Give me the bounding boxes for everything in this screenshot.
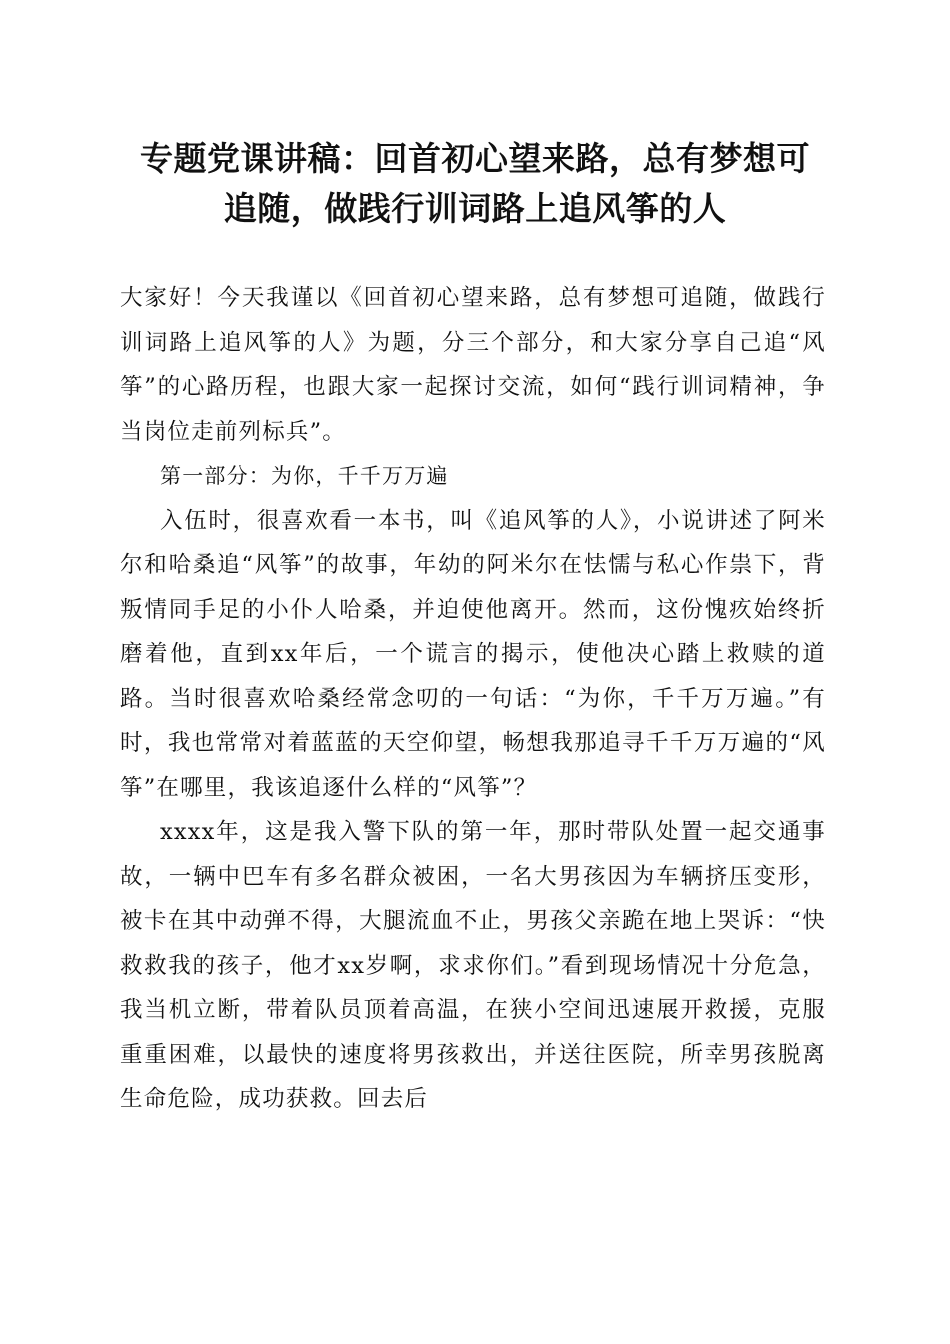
paragraph-intro: 大家好！今天我谨以《回首初心望来路，总有梦想可追随，做践行训词路上追风筝的人》为题，分三个部分，和大家分享自己追“风筝”的心路历程，也跟大家一起探讨交流，如何“践行训词精神，争当岗位走前列标兵”。 — [120, 285, 826, 445]
paragraph: 入伍时，很喜欢看一本书，叫《追风筝的人》，小说讲述了阿米尔和哈桑追“风筝”的故事，年幼的阿米尔在怯懦与私心作祟下，背叛情同手足的小仆人哈桑，并迫使他离开。然而，这份愧疚始终折磨着他，直到xx年后，一个谎言的揭示，使他决心踏上救赎的道路。当时很喜欢哈桑经常念叨的一句话：“为你，千千万万遍。”有时，我也常常对着蓝蓝的天空仰望，畅想我那追寻千千万万遍的“风筝”在哪里，我该追逐什么样的“风筝”？ — [120, 507, 826, 801]
document-body — [120, 276, 826, 1122]
paragraph: xxxx年，这是我入警下队的第一年，那时带队处置一起交通事故，一辆中巴车有多名群众被困，一名大男孩因为车辆挤压变形，被卡在其中动弹不得，大腿流血不止，男孩父亲跪在地上哭诉：“快救救我的孩子，他才xx岁啊，求求你们。”看到现场情况十分危急，我当机立断，带着队员顶着高温，在狭小空间迅速展开救援，克服重重困难，以最快的速度将男孩救出，并送往医院，所幸男孩脱离生命危险，成功获救。回去后 — [120, 819, 826, 1112]
title-line-2: 追随，做践行训词路上追风筝的人 — [223, 189, 727, 228]
title-line-1: 专题党课讲稿：回首初心望来路，总有梦想可 — [140, 139, 810, 178]
document-title — [100, 134, 850, 234]
section-heading-part-one: 第一部分：为你，千千万万遍 — [160, 464, 449, 488]
